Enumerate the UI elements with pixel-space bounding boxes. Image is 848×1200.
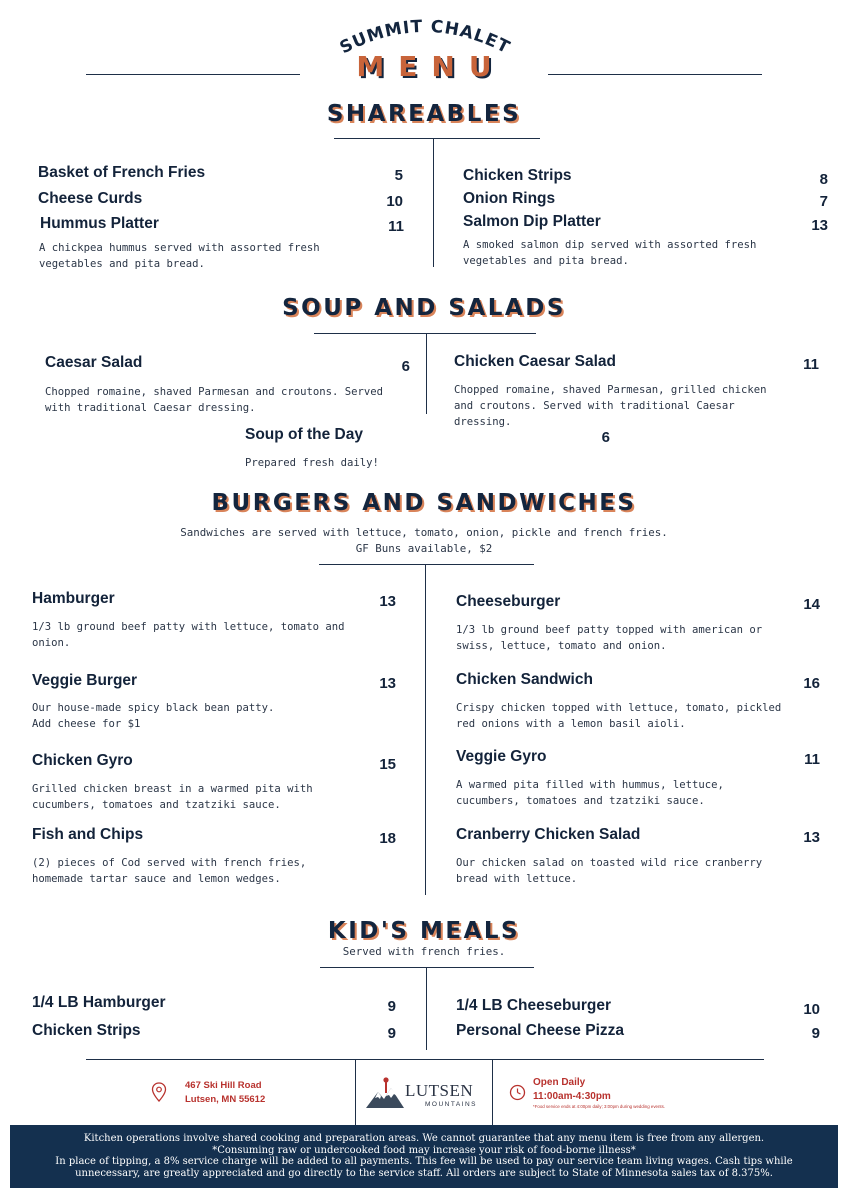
footer-line-raw-food: *Consuming raw or undercooked food may increase your risk of food-borne illness* bbox=[212, 1144, 636, 1156]
item-price: 7 bbox=[819, 193, 828, 210]
soups-underline bbox=[314, 333, 536, 334]
item-name: Chicken Sandwich bbox=[456, 671, 593, 688]
address-line-2: Lutsen, MN 55612 bbox=[185, 1094, 266, 1105]
lutsen-logo-icon bbox=[364, 1076, 406, 1110]
item-price: 15 bbox=[379, 756, 396, 773]
item-price: 9 bbox=[811, 1025, 820, 1042]
item-description: Chopped romaine, shaved Parmesan, grilled chicken and croutons. Served with traditional Caesar dressing. bbox=[454, 384, 767, 428]
item-name: Onion Rings bbox=[463, 190, 556, 207]
item-name: Chicken Strips bbox=[32, 1022, 141, 1039]
footer-line-allergen: Kitchen operations involve shared cooking and preparation areas. We cannot guarantee that any menu item is free from any allergen. bbox=[83, 1133, 765, 1144]
item-name: Caesar Salad bbox=[45, 354, 143, 371]
item-description: Grilled chicken breast in a warmed pita with cucumbers, tomatoes and tzatziki sauce. bbox=[32, 783, 313, 811]
item-description: Chopped romaine, shaved Parmesan and croutons. Served with traditional Caesar dressing. bbox=[45, 386, 384, 414]
item-price: 16 bbox=[803, 675, 820, 692]
info-divider-left bbox=[355, 1060, 356, 1125]
item-name: Chicken Strips bbox=[463, 167, 572, 184]
item-description: (2) pieces of Cod served with french fries, homemade tartar sauce and lemon wedges. bbox=[32, 857, 307, 885]
restaurant-name: SUMMIT CHALET bbox=[336, 16, 514, 59]
burgers-underline bbox=[319, 564, 534, 565]
item-name: Cranberry Chicken Salad bbox=[456, 826, 641, 843]
shareables-divider bbox=[433, 139, 434, 267]
address-line-1: 467 Ski Hill Road bbox=[185, 1080, 262, 1091]
item-price: 9 bbox=[387, 998, 396, 1015]
kids-underline bbox=[320, 967, 534, 968]
item-price: 6 bbox=[401, 358, 410, 375]
logo-subtitle: MOUNTAINS bbox=[425, 1101, 478, 1108]
item-name: Cheeseburger bbox=[456, 593, 561, 610]
item-price: 8 bbox=[819, 171, 828, 188]
item-price: 13 bbox=[811, 217, 828, 234]
kids-divider bbox=[426, 968, 427, 1050]
item-price: 11 bbox=[803, 356, 819, 373]
section-title-shareables: SHAREABLES bbox=[326, 101, 522, 127]
item-price: 13 bbox=[379, 593, 396, 610]
item-name: Veggie Burger bbox=[32, 672, 138, 689]
section-title-burgers: BURGERS AND SANDWICHES bbox=[211, 490, 637, 516]
item-name: 1/4 LB Cheeseburger bbox=[456, 997, 612, 1014]
item-name: Personal Cheese Pizza bbox=[456, 1022, 624, 1039]
menu-heading: MENU bbox=[356, 50, 506, 83]
info-top-rule bbox=[86, 1059, 764, 1060]
burgers-subtitle-gf: GF Buns available, $2 bbox=[355, 542, 493, 555]
info-divider-right bbox=[492, 1060, 493, 1125]
item-name: Salmon Dip Platter bbox=[463, 213, 601, 230]
item-description: Our chicken salad on toasted wild rice cranberry bread with lettuce. bbox=[456, 857, 763, 885]
clock-icon bbox=[509, 1084, 526, 1101]
soups-divider bbox=[426, 334, 427, 414]
burgers-divider bbox=[425, 565, 426, 895]
item-description: A chickpea hummus served with assorted fresh vegetables and pita bread. bbox=[39, 242, 320, 270]
item-description: A smoked salmon dip served with assorted fresh vegetables and pita bread. bbox=[463, 239, 757, 267]
item-price: 10 bbox=[386, 193, 403, 210]
item-description: 1/3 lb ground beef patty topped with american or swiss, lettuce, tomato and onion. bbox=[456, 624, 763, 652]
item-name: Hummus Platter bbox=[40, 215, 159, 232]
item-description: Prepared fresh daily! bbox=[245, 457, 379, 469]
item-name: Soup of the Day bbox=[245, 426, 363, 443]
item-name: Cheese Curds bbox=[38, 190, 143, 207]
footer-line-tax: unnecessary, are greatly appreciated and go directly to the service staff. All orders are subject to State of Minnesota sales tax of 8.375%. bbox=[75, 1167, 773, 1179]
item-price: 10 bbox=[803, 1001, 820, 1018]
item-description: A warmed pita filled with hummus, lettuce, cucumbers, tomatoes and tzatziki sauce. bbox=[456, 779, 724, 807]
item-description: Our house-made spicy black bean patty. Add cheese for $1 bbox=[32, 702, 275, 730]
hours-title: Open Daily bbox=[533, 1077, 586, 1088]
item-description: Crispy chicken topped with lettuce, tomato, pickled red onions with a lemon basil aioli. bbox=[456, 702, 782, 730]
item-price: 9 bbox=[387, 1025, 396, 1042]
kids-subtitle: Served with french fries. bbox=[342, 945, 506, 958]
item-name: Chicken Caesar Salad bbox=[454, 353, 616, 370]
item-price: 11 bbox=[388, 218, 404, 235]
footer-line-service-charge: In place of tipping, a 8% service charge will be added to all payments. This fee will be used to pay our service team living wages. Cash tips while bbox=[55, 1156, 793, 1167]
item-price: 14 bbox=[803, 596, 820, 613]
hours-note: *Food service ends at 4:00pm daily; 3:00pm during wedding events. bbox=[533, 1104, 666, 1109]
allergen-footer bbox=[10, 1125, 838, 1188]
item-name: 1/4 LB Hamburger bbox=[32, 994, 166, 1011]
location-pin-icon bbox=[151, 1082, 167, 1102]
section-title-kids: KID'S MEALS bbox=[327, 918, 521, 944]
section-title-soups: SOUP AND SALADS bbox=[282, 295, 566, 321]
burgers-subtitle: Sandwiches are served with lettuce, tomato, onion, pickle and french fries. bbox=[180, 526, 668, 539]
item-price: 5 bbox=[394, 167, 403, 184]
item-name: Fish and Chips bbox=[32, 826, 144, 843]
item-name: Veggie Gyro bbox=[456, 748, 547, 765]
hours-time: 11:00am-4:30pm bbox=[533, 1091, 611, 1102]
item-price: 6 bbox=[601, 429, 610, 446]
item-name: Basket of French Fries bbox=[38, 164, 206, 181]
shareables-underline bbox=[334, 138, 540, 139]
item-name: Chicken Gyro bbox=[32, 752, 133, 769]
item-price: 13 bbox=[379, 675, 396, 692]
item-price: 11 bbox=[804, 751, 820, 768]
item-description: 1/3 lb ground beef patty with lettuce, tomato and onion. bbox=[32, 621, 345, 649]
item-price: 13 bbox=[803, 829, 820, 846]
item-price: 18 bbox=[379, 830, 396, 847]
logo-name: LUTSEN bbox=[405, 1081, 474, 1100]
item-name: Hamburger bbox=[32, 590, 115, 607]
